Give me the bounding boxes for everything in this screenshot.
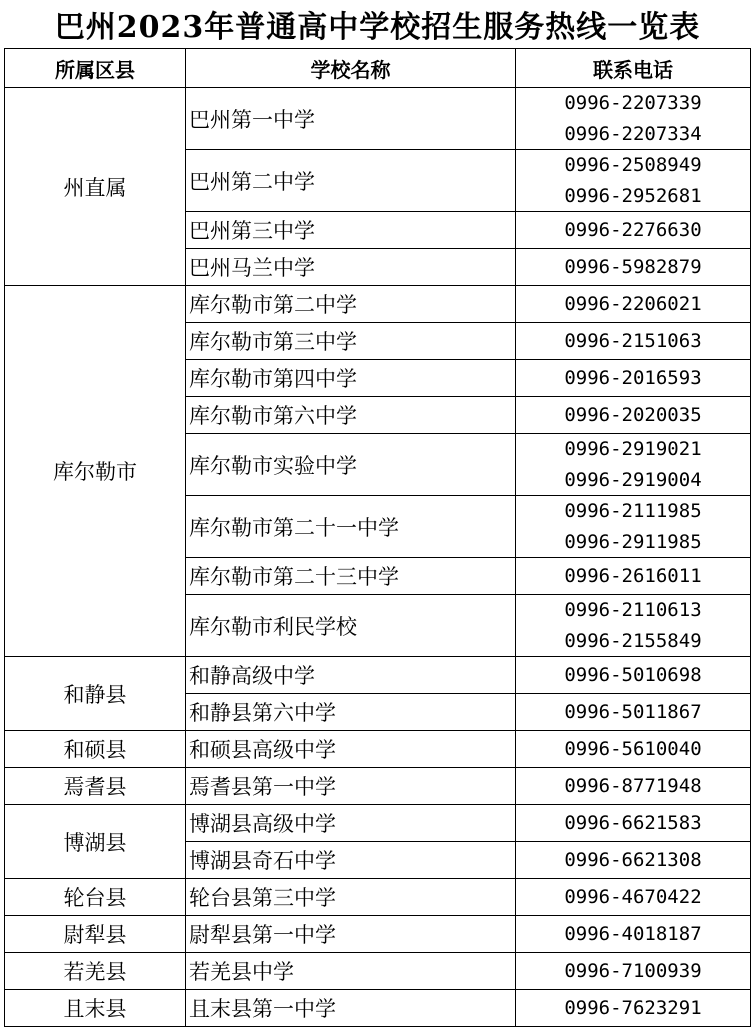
header-county: 所属区县 bbox=[5, 49, 186, 88]
phone-number: 0996-2276630 bbox=[564, 218, 702, 241]
phone-number: 0996-2508949 bbox=[564, 154, 702, 176]
phone-number: 0996-2016593 bbox=[564, 366, 702, 389]
phone-cell bbox=[516, 731, 751, 768]
school-name-cell: 库尔勒市第二十三中学 bbox=[186, 558, 516, 595]
county-cell: 若羌县 bbox=[5, 953, 186, 990]
phone-number: 0996-2155849 bbox=[564, 629, 702, 652]
phone-number: 0996-2616011 bbox=[564, 564, 702, 587]
phone-number: 0996-2919004 bbox=[564, 468, 702, 491]
county-cell: 尉犁县 bbox=[5, 916, 186, 953]
school-name-cell: 和静县第六中学 bbox=[186, 694, 516, 731]
table-body bbox=[5, 88, 751, 1027]
school-name-cell: 焉耆县第一中学 bbox=[186, 768, 516, 805]
phone-number: 0996-2110613 bbox=[564, 599, 702, 621]
school-name-cell: 和静高级中学 bbox=[186, 657, 516, 694]
school-name-cell: 库尔勒市利民学校 bbox=[186, 595, 516, 657]
phone-cell bbox=[516, 842, 751, 879]
phone-number: 0996-2151063 bbox=[564, 329, 702, 352]
county-cell: 且末县 bbox=[5, 990, 186, 1027]
phone-cell bbox=[516, 397, 751, 434]
county-cell: 和硕县 bbox=[5, 731, 186, 768]
phone-number: 0996-5610040 bbox=[564, 737, 702, 760]
school-name-cell: 和硕县高级中学 bbox=[186, 731, 516, 768]
page-title: 巴州2023年普通高中学校招生服务热线一览表 bbox=[54, 10, 701, 45]
phone-number: 0996-7623291 bbox=[564, 996, 702, 1019]
header-row bbox=[5, 49, 751, 88]
phone-number: 0996-5010698 bbox=[564, 663, 702, 686]
phone-cell bbox=[516, 286, 751, 323]
county-cell: 州直属 bbox=[5, 88, 186, 286]
school-name-cell: 巴州第一中学 bbox=[186, 88, 516, 150]
table-row bbox=[5, 879, 751, 916]
school-name-cell: 若羌县中学 bbox=[186, 953, 516, 990]
county-cell: 轮台县 bbox=[5, 879, 186, 916]
school-name-cell: 库尔勒市第六中学 bbox=[186, 397, 516, 434]
phone-cell bbox=[516, 558, 751, 595]
table-row bbox=[5, 286, 751, 323]
county-cell: 博湖县 bbox=[5, 805, 186, 879]
county-cell: 焉耆县 bbox=[5, 768, 186, 805]
phone-cell bbox=[516, 694, 751, 731]
phone-cell bbox=[516, 212, 751, 249]
phone-number: 0996-7100939 bbox=[564, 959, 702, 982]
school-name-cell: 尉犁县第一中学 bbox=[186, 916, 516, 953]
hotline-table bbox=[4, 48, 751, 1027]
phone-number: 0996-5011867 bbox=[564, 700, 702, 723]
phone-cell bbox=[516, 496, 751, 558]
phone-cell bbox=[516, 360, 751, 397]
phone-number: 0996-5982879 bbox=[564, 255, 702, 278]
phone-number: 0996-4018187 bbox=[564, 922, 702, 945]
phone-cell bbox=[516, 879, 751, 916]
school-name-cell: 库尔勒市第二十一中学 bbox=[186, 496, 516, 558]
phone-number: 0996-2919021 bbox=[564, 438, 702, 460]
phone-cell bbox=[516, 657, 751, 694]
phone-cell bbox=[516, 150, 751, 212]
table-row bbox=[5, 88, 751, 150]
header-school: 学校名称 bbox=[186, 49, 516, 88]
school-name-cell: 博湖县奇石中学 bbox=[186, 842, 516, 879]
table-row bbox=[5, 805, 751, 842]
phone-cell bbox=[516, 916, 751, 953]
phone-number: 0996-2206021 bbox=[564, 292, 702, 315]
school-name-cell: 库尔勒市第三中学 bbox=[186, 323, 516, 360]
phone-number: 0996-8771948 bbox=[564, 774, 702, 797]
phone-cell bbox=[516, 990, 751, 1027]
phone-number: 0996-2207339 bbox=[564, 92, 702, 114]
table-row bbox=[5, 657, 751, 694]
school-name-cell: 巴州第二中学 bbox=[186, 150, 516, 212]
table-row bbox=[5, 731, 751, 768]
table-row bbox=[5, 990, 751, 1027]
school-name-cell: 巴州第三中学 bbox=[186, 212, 516, 249]
school-name-cell: 库尔勒市第二中学 bbox=[186, 286, 516, 323]
phone-cell bbox=[516, 805, 751, 842]
county-cell: 库尔勒市 bbox=[5, 286, 186, 657]
phone-cell bbox=[516, 595, 751, 657]
county-cell: 和静县 bbox=[5, 657, 186, 731]
phone-number: 0996-2952681 bbox=[564, 184, 702, 207]
school-name-cell: 博湖县高级中学 bbox=[186, 805, 516, 842]
header-phone: 联系电话 bbox=[516, 49, 751, 88]
phone-number: 0996-2111985 bbox=[564, 500, 702, 522]
school-name-cell: 库尔勒市第四中学 bbox=[186, 360, 516, 397]
phone-number: 0996-2911985 bbox=[564, 530, 702, 553]
school-name-cell: 巴州马兰中学 bbox=[186, 249, 516, 286]
table-row bbox=[5, 953, 751, 990]
phone-cell bbox=[516, 249, 751, 286]
school-name-cell: 轮台县第三中学 bbox=[186, 879, 516, 916]
table-row bbox=[5, 768, 751, 805]
phone-cell bbox=[516, 88, 751, 150]
phone-number: 0996-6621583 bbox=[564, 811, 702, 834]
phone-cell bbox=[516, 953, 751, 990]
phone-cell bbox=[516, 434, 751, 496]
school-name-cell: 且末县第一中学 bbox=[186, 990, 516, 1027]
phone-cell bbox=[516, 768, 751, 805]
table-row bbox=[5, 916, 751, 953]
school-name-cell: 库尔勒市实验中学 bbox=[186, 434, 516, 496]
phone-cell bbox=[516, 323, 751, 360]
phone-number: 0996-2207334 bbox=[564, 122, 702, 145]
phone-number: 0996-6621308 bbox=[564, 848, 702, 871]
phone-number: 0996-4670422 bbox=[564, 885, 702, 908]
phone-number: 0996-2020035 bbox=[564, 403, 702, 426]
